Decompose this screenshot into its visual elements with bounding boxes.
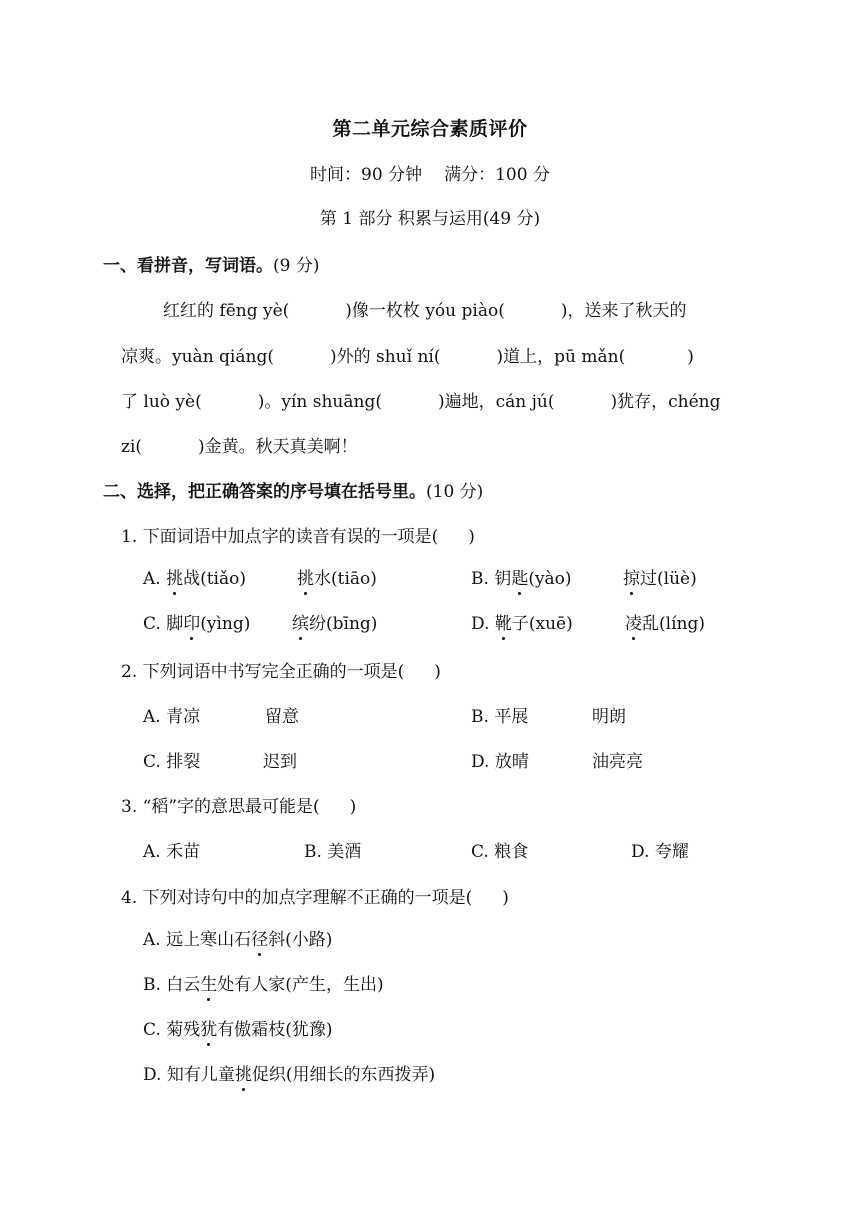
q3-stem-close: ) (349, 797, 357, 817)
option-text: C. 菊残 (143, 1020, 201, 1040)
option-text: 处有人家(产生，生出) (217, 975, 384, 995)
q1-option-a[interactable] (143, 564, 246, 589)
q1-stem-text: 1. 下面词语中加点字的读音有误的一项是( (121, 527, 439, 547)
option-letter: C. (143, 614, 161, 634)
option-text: D. 知有儿童 (143, 1065, 235, 1085)
q4-option-a[interactable] (143, 925, 332, 950)
line3-seg1: 了 luò yè( (121, 392, 202, 412)
part-label: 第 1 部分 积累与运用(49 分) (319, 209, 541, 229)
line1-seg1: 红红的 fēng yè( (163, 301, 290, 321)
q4-option-b[interactable] (143, 970, 384, 995)
option-word: 子(xuē) (511, 614, 573, 634)
q2-option-d-word2: 油亮亮 (592, 752, 643, 772)
question-2-stem (121, 657, 441, 682)
option-word: (yào) (528, 569, 572, 589)
dotted-char: 靴 (495, 609, 512, 634)
pinyin-line-4 (121, 432, 358, 457)
dotted-char: 匙 (511, 564, 528, 589)
question-4-stem (121, 883, 509, 908)
q4-option-c[interactable] (143, 1015, 332, 1040)
line4-seg1: zi( (121, 437, 143, 457)
option-text: 促织(用细长的东西拨弄) (251, 1065, 436, 1085)
time-label: 时间：90 分钟 (310, 165, 423, 185)
q4-stem-text: 4. 下列对诗句中的加点字理解不正确的一项是( (121, 888, 473, 908)
line2-seg1: 凉爽。yuàn qiáng( (121, 347, 274, 367)
q1-stem-close: ) (468, 527, 475, 547)
q1-option-d[interactable] (471, 609, 573, 634)
q4-option-d[interactable] (143, 1060, 435, 1085)
line3-seg2: )。yín shuāng( (257, 392, 382, 412)
q3-stem-text: 3. “稻”字的意思最可能是( (121, 797, 320, 817)
option-word: 纷(bīng) (309, 614, 378, 634)
line1-seg3: )，送来了秋天的 (560, 301, 687, 321)
option-word: 排裂 (166, 752, 201, 772)
line2-seg2: )外的 shuǐ ní( (329, 347, 441, 367)
option-letter: B. (471, 569, 489, 589)
q2-option-c-word2: 迟到 (263, 752, 297, 772)
option-text: 斜(小路) (268, 930, 333, 950)
q4-stem-close: ) (502, 888, 509, 908)
option-word: 青凉 (166, 707, 201, 727)
dotted-char: 挑 (166, 564, 183, 589)
q2-option-a-word2: 留意 (265, 707, 299, 727)
q1-option-a-word2 (297, 564, 377, 589)
option-text: 有傲霜枝(犹豫) (217, 1020, 333, 1040)
section1-heading (103, 251, 319, 276)
option-letter: A. (143, 569, 161, 589)
q2-option-a[interactable] (143, 702, 200, 727)
line2-seg4: ) (687, 347, 694, 367)
pinyin-line-3 (121, 387, 720, 412)
option-word: 过(lüè) (640, 569, 697, 589)
option-word: 脚 (166, 614, 184, 634)
question-3-stem (121, 792, 356, 817)
q3-option-c[interactable]: C. 粮食 (471, 842, 529, 862)
question-1-stem (121, 522, 475, 547)
page-title: 第二单元综合素质评价 (332, 118, 528, 140)
option-letter: D. (471, 614, 490, 634)
section1-points: (9 分) (273, 256, 320, 276)
option-word: 平展 (494, 707, 529, 727)
q2-option-c[interactable] (143, 747, 200, 772)
q1-option-d-word2 (625, 609, 705, 634)
option-word: 钥 (494, 569, 512, 589)
dotted-char: 犹 (200, 1015, 217, 1040)
dotted-char: 挑 (297, 564, 314, 589)
option-word: 乱(líng) (642, 614, 705, 634)
dotted-char: 凌 (625, 609, 642, 634)
pinyin-line-2 (121, 342, 694, 367)
q2-stem-close: ) (434, 662, 441, 682)
pinyin-line-1 (163, 296, 759, 321)
option-word: (yìng) (200, 614, 251, 634)
section2-points: (10 分) (426, 482, 484, 502)
option-word: 放晴 (494, 752, 529, 772)
q3-option-d[interactable]: D. 夸耀 (631, 842, 689, 862)
option-letter: C. (143, 752, 161, 772)
dotted-char: 生 (200, 970, 217, 995)
q2-stem-text: 2. 下列词语中书写完全正确的一项是( (121, 662, 405, 682)
option-text: B. 白云 (143, 975, 201, 995)
option-letter: A. (143, 707, 161, 727)
q3-option-b[interactable]: B. 美酒 (304, 842, 362, 862)
q2-option-b-word2: 明朗 (592, 707, 626, 727)
line2-seg3: )道上，pū mǎn( (496, 347, 626, 367)
dotted-char: 掠 (623, 564, 640, 589)
dotted-char: 径 (251, 925, 268, 950)
line3-seg4: )犹存，chéng (610, 392, 721, 412)
line1-seg2: )像一枚枚 yóu piào( (345, 301, 505, 321)
line4-seg2: )金黄。秋天真美啊！ (198, 437, 358, 457)
section1-heading-text: 一、看拼音，写词语。 (103, 256, 273, 276)
q3-option-a[interactable]: A. 禾苗 (143, 842, 201, 862)
dotted-char: 挑 (235, 1060, 252, 1085)
option-word: 水(tiāo) (314, 569, 377, 589)
q1-option-b[interactable] (471, 564, 572, 589)
option-text: A. 远上寒山石 (143, 930, 252, 950)
q1-option-b-word2 (623, 564, 697, 589)
option-letter: B. (471, 707, 489, 727)
exam-meta (0, 160, 860, 185)
score-label: 满分：100 分 (444, 165, 550, 185)
option-word: 战(tiǎo) (183, 569, 246, 589)
dotted-char: 缤 (292, 609, 309, 634)
q2-option-b[interactable] (471, 702, 528, 727)
q1-option-c-word2 (292, 609, 377, 634)
section2-heading (103, 477, 483, 502)
q2-option-d[interactable] (471, 747, 529, 772)
section2-heading-text: 二、选择，把正确答案的序号填在括号里。 (103, 482, 426, 502)
q1-option-c[interactable] (143, 609, 250, 634)
line3-seg3: )遍地，cán jú( (437, 392, 555, 412)
dotted-char: 印 (183, 609, 200, 634)
option-letter: D. (471, 752, 490, 772)
